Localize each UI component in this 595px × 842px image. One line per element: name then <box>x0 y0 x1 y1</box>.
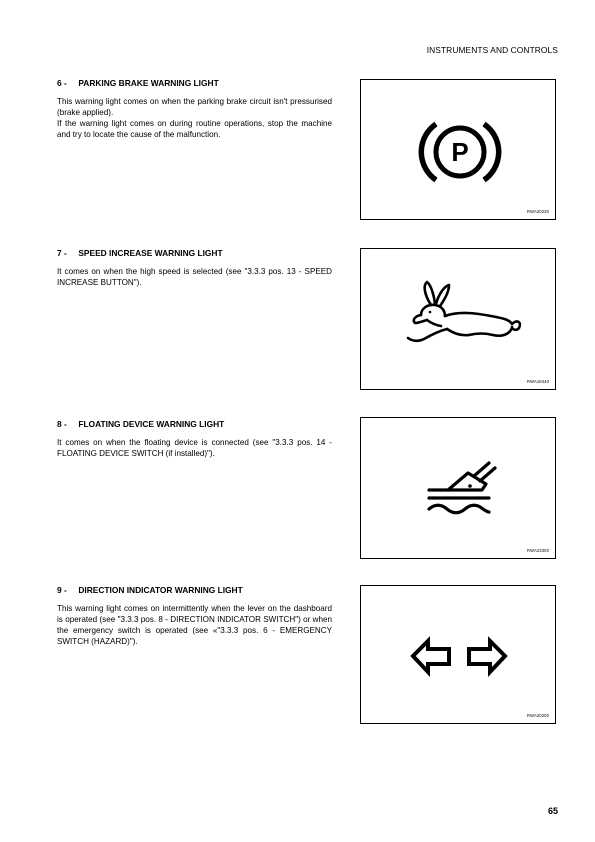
paragraph: If the warning light comes on during routine operations, stop the machine and try to locate the cause of the malfunction. <box>57 119 332 139</box>
section-number: 8 - <box>57 419 67 429</box>
section-floating-device <box>57 419 332 459</box>
section-number: 7 - <box>57 248 67 258</box>
figure-speed-increase <box>360 248 556 390</box>
section-body <box>57 96 332 140</box>
figure-code: RWA23300 <box>527 548 549 553</box>
section-number: 6 - <box>57 78 67 88</box>
section-title: SPEED INCREASE WARNING LIGHT <box>78 248 223 258</box>
section-body <box>57 603 332 647</box>
section-title: PARKING BRAKE WARNING LIGHT <box>78 78 219 88</box>
direction-arrows-icon <box>361 586 557 725</box>
section-parking-brake <box>57 78 332 140</box>
section-number: 9 - <box>57 585 67 595</box>
paragraph: It comes on when the floating device is connected (see "3.3.3 pos. 14 - FLOATING DEVICE SWITCH (if installed)"). <box>57 438 332 458</box>
paragraph: This warning light comes on intermittently when the lever on the dashboard is operated (see "3.3.3 pos. 8 - DIRECTION INDICATOR SWITCH") or when the emergency switch is operated (see «"3.3.3 pos. 6 - EMERGENCY SWITCH (HAZARD)"). <box>57 604 332 646</box>
section-heading <box>57 78 332 88</box>
parking-symbol-letter: P <box>451 137 469 167</box>
section-title: DIRECTION INDICATOR WARNING LIGHT <box>78 585 243 595</box>
figure-code: RWA18440 <box>527 379 549 384</box>
section-heading <box>57 248 332 258</box>
page-number: 65 <box>547 806 558 816</box>
paragraph: This warning light comes on when the parking brake circuit isn't pressurised (brake applied). <box>57 97 332 117</box>
figure-direction-indicator <box>360 585 556 724</box>
floating-device-icon <box>361 418 557 560</box>
figure-code: RWA20200 <box>527 713 549 718</box>
section-body <box>57 266 332 288</box>
section-heading <box>57 419 332 429</box>
parking-brake-icon <box>361 80 557 221</box>
running-header: INSTRUMENTS AND CONTROLS <box>426 45 558 55</box>
figure-floating-device <box>360 417 556 559</box>
section-title: FLOATING DEVICE WARNING LIGHT <box>78 419 225 429</box>
section-speed-increase <box>57 248 332 288</box>
section-body <box>57 437 332 459</box>
rabbit-icon <box>361 249 557 391</box>
figure-code: RWA20230 <box>527 209 549 214</box>
section-direction-indicator <box>57 585 332 647</box>
paragraph: It comes on when the high speed is selected (see "3.3.3 pos. 13 - SPEED INCREASE BUTTON"). <box>57 267 332 287</box>
section-heading <box>57 585 332 595</box>
figure-parking-brake <box>360 79 556 220</box>
